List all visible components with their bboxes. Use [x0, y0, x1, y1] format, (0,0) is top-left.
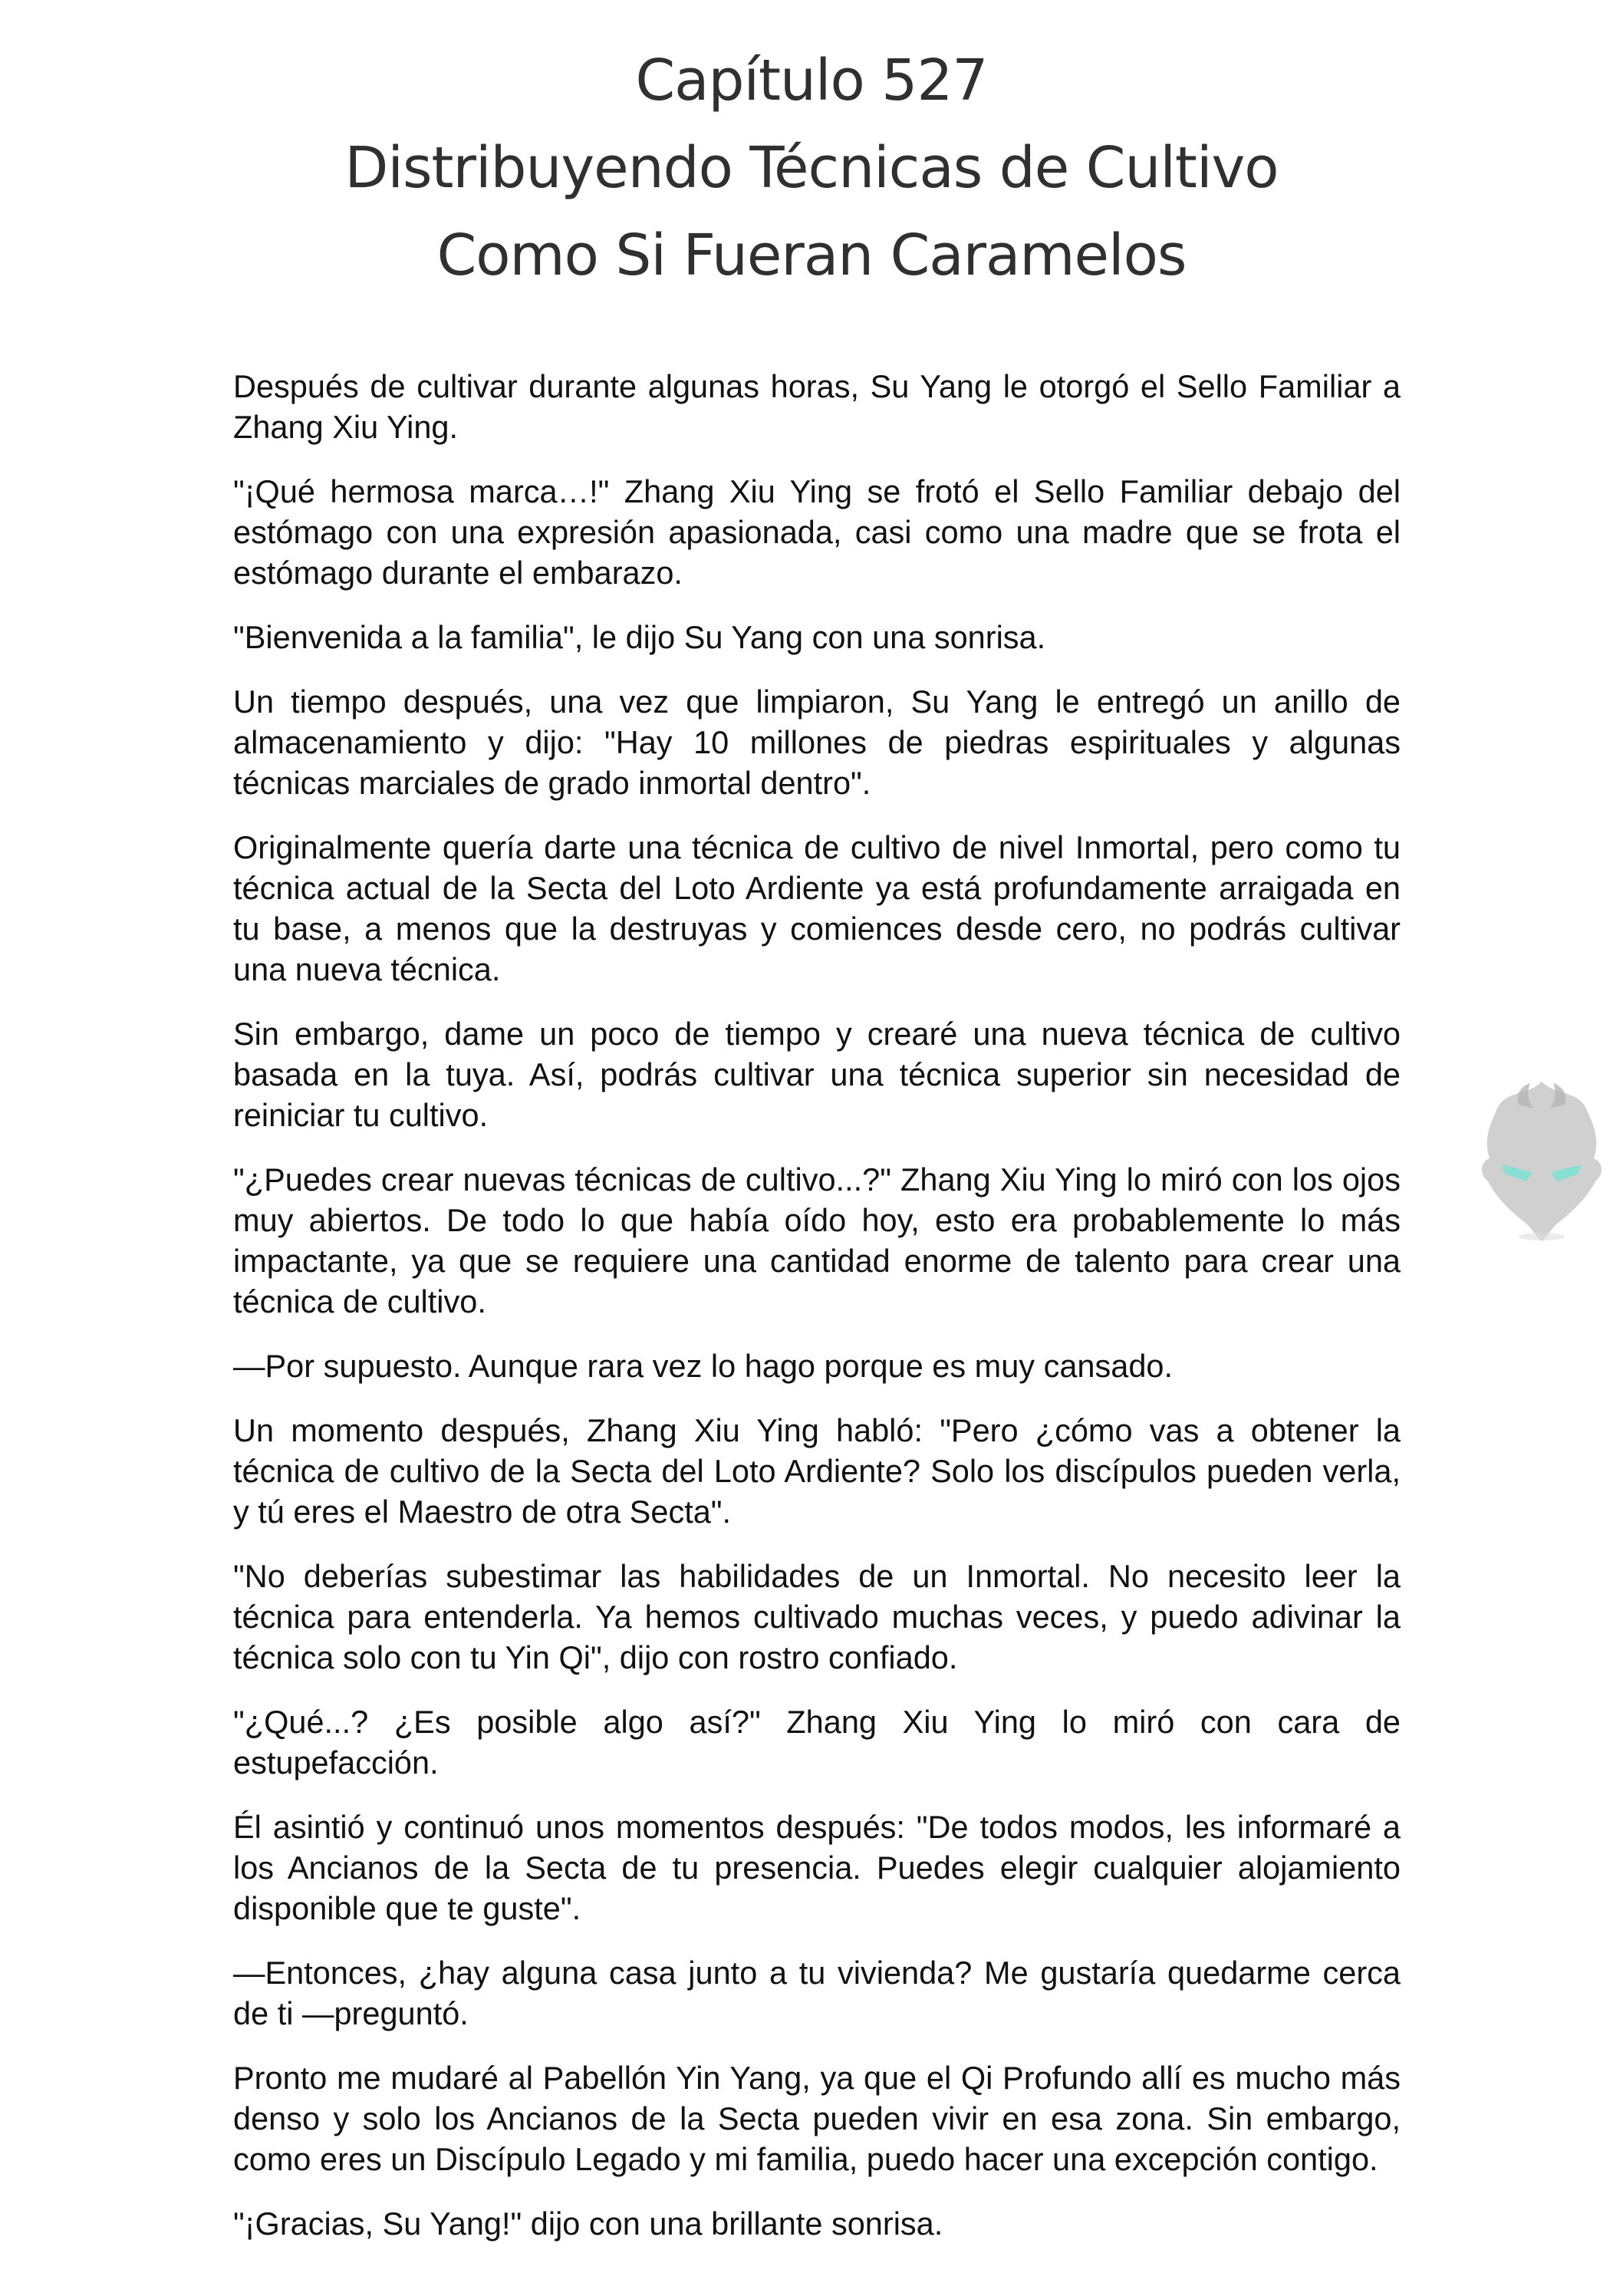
paragraph: Él asintió y continuó unos momentos después: "De todos modos, les informaré a los Ancianos de la Secta de tu presencia. Puedes elegir cualquier alojamiento disponible que te guste".	[233, 1809, 1401, 1926]
paragraph: "¿Puedes crear nuevas técnicas de cultivo...?" Zhang Xiu Ying lo miró con los ojos muy abiertos. De todo lo que había oído hoy, esto era probablemente lo más impactante, ya que se requiere una cantidad enorme de talento para crear una técnica de cultivo.	[233, 1161, 1401, 1319]
demon-head-icon	[1473, 1074, 1611, 1243]
paragraph: "No deberías subestimar las habilidades de un Inmortal. No necesito leer la técnica para entenderla. Ya hemos cultivado muchas veces, y puedo adivinar la técnica solo con tu Yin Qi", dijo con rostro confiado.	[233, 1558, 1401, 1675]
paragraph: "¡Qué hermosa marca…!" Zhang Xiu Ying se frotó el Sello Familiar debajo del estómago con una expresión apasionada, casi como una madre que se frota el estómago durante el embarazo.	[233, 473, 1401, 591]
paragraph: Un momento después, Zhang Xiu Ying habló: "Pero ¿cómo vas a obtener la técnica de cultivo de la Secta del Loto Ardiente? Solo los discípulos pueden verla, y tú eres el Maestro de otra Secta".	[233, 1412, 1401, 1530]
paragraph: "¿Qué...? ¿Es posible algo así?" Zhang Xiu Ying lo miró con cara de estupefacción.	[233, 1704, 1401, 1780]
chapter-body	[233, 366, 1401, 2268]
paragraph: Pronto me mudaré al Pabellón Yin Yang, ya que el Qi Profundo allí es mucho más denso y solo los Ancianos de la Secta pueden vivir en esa zona. Sin embargo, como eres un Discípulo Legado y mi familia, puedo hacer una excepción contigo.	[233, 2060, 1401, 2177]
chapter-number: Capítulo 527	[635, 48, 988, 114]
paragraph: Originalmente quería darte una técnica de cultivo de nivel Inmortal, pero como tu técnica actual de la Secta del Loto Ardiente ya está profundamente arraigada en tu base, a menos que la destruyas y comiences desde cero, no podrás cultivar una nueva técnica.	[233, 829, 1401, 987]
paragraph: —Entonces, ¿hay alguna casa junto a tu vivienda? Me gustaría quedarme cerca de ti —preguntó.	[233, 1955, 1401, 2031]
paragraph: Un tiempo después, una vez que limpiaron, Su Yang le entregó un anillo de almacenamiento y dijo: "Hay 10 millones de piedras espirituales y algunas técnicas marciales de grado inmortal dentro".	[233, 684, 1401, 801]
paragraph: —Por supuesto. Aunque rara vez lo hago porque es muy cansado.	[233, 1348, 1174, 1384]
chapter-title-line-2: Como Si Fueran Caramelos	[436, 222, 1187, 288]
chapter-title-line-1: Distribuyendo Técnicas de Cultivo	[344, 135, 1279, 201]
paragraph: "¡Gracias, Su Yang!" dijo con una brillante sonrisa.	[233, 2205, 943, 2242]
paragraph: Sin embargo, dame un poco de tiempo y crearé una nueva técnica de cultivo basada en la tuya. Así, podrás cultivar una técnica superior sin necesidad de reiniciar tu cultivo.	[233, 1016, 1401, 1133]
paragraph: "Bienvenida a la familia", le dijo Su Yang con una sonrisa.	[233, 619, 1046, 655]
watermark-shape	[1482, 1082, 1602, 1241]
chapter-title	[0, 37, 1623, 299]
paragraph: Después de cultivar durante algunas horas, Su Yang le otorgó el Sello Familiar a Zhang Xiu Ying.	[233, 368, 1401, 445]
